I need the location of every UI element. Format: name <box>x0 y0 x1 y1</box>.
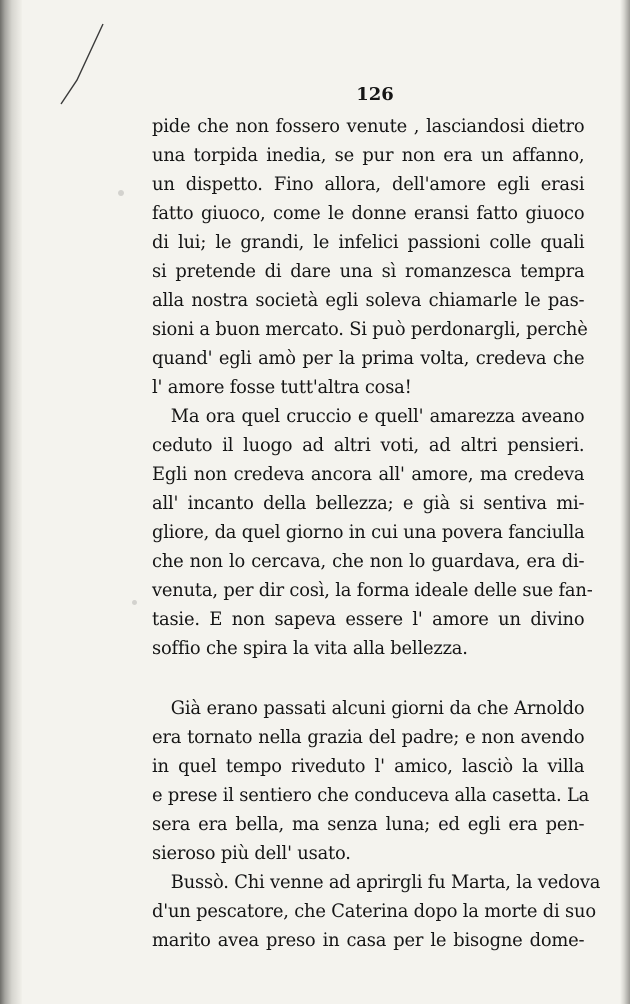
text-line: Ma ora quel cruccio e quell' amarezza aveano <box>170 405 585 427</box>
text-line: gliore, da quel giorno in cui una povera fanciulla <box>152 521 585 543</box>
text-line: fatto giuoco, come le donne eransi fatto giuoco <box>152 202 585 224</box>
text-line: una torpida inedia, se pur non era un affanno, <box>152 144 585 166</box>
ink-smudge <box>132 600 137 605</box>
text-line: ceduto il luogo ad altri voti, ad altri pensieri. <box>152 434 585 456</box>
paragraph <box>152 868 601 955</box>
page-edge-shadow <box>620 0 630 1004</box>
text-line: pide che non fossero venute , lasciandosi dietro <box>152 115 585 137</box>
text-line: di lui; le grandi, le infelici passioni colle quali <box>152 231 585 253</box>
text-line: sera era bella, ma senza luna; ed egli era pen- <box>152 813 585 835</box>
paragraph <box>152 694 590 868</box>
text-line: alla nostra società egli soleva chiamarle le pas- <box>152 289 585 311</box>
text-line: sioni a buon mercato. Si può perdonargli, perchè <box>152 318 588 340</box>
text-line: Già erano passati alcuni giorni da che Arnoldo <box>170 697 585 719</box>
text-line: si pretende di dare una sì romanzesca tempra <box>152 260 585 282</box>
page-gutter-shadow <box>0 0 22 1004</box>
text-line: in quel tempo riveduto l' amico, lasciò la villa <box>152 755 585 777</box>
text-line: Bussò. Chi venne ad aprirgli fu Marta, la vedova <box>170 871 601 893</box>
text-line: sieroso più dell' usato. <box>152 842 351 864</box>
text-line: l' amore fosse tutt'altra cosa! <box>152 376 412 398</box>
text-line: che non lo cercava, che non lo guardava, era di- <box>152 550 585 572</box>
text-line: era tornato nella grazia del padre; e non avendo <box>152 726 585 748</box>
text-line: tasie. E non sapeva essere l' amore un divino <box>152 608 585 630</box>
paragraph <box>152 112 588 402</box>
section-break <box>152 663 585 694</box>
text-line: Egli non credeva ancora all' amore, ma credeva <box>152 463 585 485</box>
page-number: 126 <box>356 84 394 105</box>
text-line: e prese il sentiero che conduceva alla casetta. La <box>152 784 590 806</box>
text-line: d'un pescatore, che Caterina dopo la morte di suo <box>152 900 596 922</box>
ink-smudge <box>118 190 124 196</box>
body-text <box>152 112 601 955</box>
text-line: soffio che spira la vita alla bellezza. <box>152 637 468 659</box>
text-line: quand' egli amò per la prima volta, credeva che <box>152 347 585 369</box>
text-line: venuta, per dir così, la forma ideale delle sue fan- <box>152 579 593 601</box>
text-line: marito avea preso in casa per le bisogne dome- <box>152 929 585 951</box>
text-line: un dispetto. Fino allora, dell'amore egli erasi <box>152 173 585 195</box>
paragraph <box>152 402 593 663</box>
text-line: all' incanto della bellezza; e già si sentiva mi- <box>152 492 585 514</box>
